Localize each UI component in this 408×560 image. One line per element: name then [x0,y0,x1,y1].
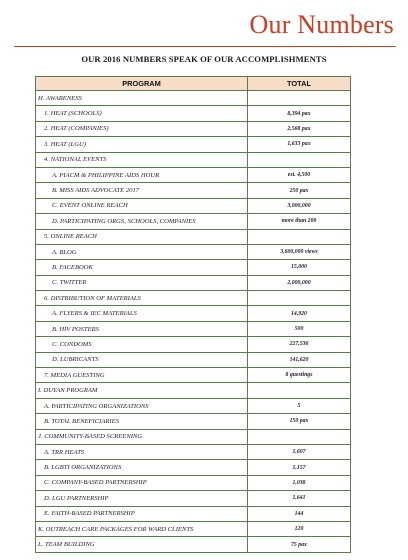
program-cell: E. FAITH-BASED PARTNERSHIP [36,506,248,521]
table-row [36,368,351,383]
table-row [36,444,351,459]
total-cell: 5 [248,398,351,413]
table-row [36,214,351,229]
program-cell: A. PARTICIPATING ORGANIZATIONS [36,398,248,413]
total-cell [248,383,351,398]
table-row [36,352,351,367]
program-cell: K. OUTREACH CARE PACKAGES FOR WARD CLIENTS [36,521,248,536]
table-row [36,91,351,106]
total-cell [248,291,351,306]
table-row [36,460,351,475]
program-cell: 3. HEAT (LGU) [36,137,248,152]
title-divider [14,46,396,47]
program-cell: B. HIV POSTERS [36,321,248,336]
program-cell: C. TWITTER [36,275,248,290]
program-cell: 2. HEAT (COMPANIES) [36,121,248,136]
total-cell: 1,038 [248,475,351,490]
table-row [36,414,351,429]
table-row [36,383,351,398]
table-row [36,506,351,521]
program-cell: D. LGU PARTNERSHIP [36,491,248,506]
table-row [36,244,351,259]
table-body [36,91,351,553]
total-cell: 2,568 pax [248,121,351,136]
table-row [36,337,351,352]
program-cell: C. EVENT ONLINE REACH [36,198,248,213]
table-row [36,491,351,506]
total-cell: 15,000 [248,260,351,275]
total-cell: 8,394 pax [248,106,351,121]
program-cell: 1. HEAT (SCHOOLS) [36,106,248,121]
total-cell: 2,000,000 [248,275,351,290]
total-cell: 120 [248,521,351,536]
table-row [36,137,351,152]
program-cell: J. COMMUNITY-BASED SCREENING [36,429,248,444]
program-cell: L. TEAM BUILDING [36,537,248,552]
program-cell: 4. NATIONAL EVENTS [36,152,248,167]
table-row [36,306,351,321]
total-cell: 227,536 [248,337,351,352]
page-subtitle: OUR 2016 NUMBERS SPEAK OF OUR ACCOMPLISHMENTS [81,54,327,64]
total-cell: more than 200 [248,214,351,229]
total-cell: 1,607 [248,444,351,459]
numbers-table [35,76,351,553]
table-row [36,521,351,536]
total-cell [248,152,351,167]
program-cell: C. COMPANY-BASED PARTNERSHIP [36,475,248,490]
total-cell: est. 4,500 [248,167,351,182]
program-cell: A. FLYERS & IEC MATERIALS [36,306,248,321]
program-cell: H. AWARENESS [36,91,248,106]
table-row [36,429,351,444]
total-cell: 1,157 [248,460,351,475]
program-cell: B. FACEBOOK [36,260,248,275]
total-cell [248,229,351,244]
total-cell: 1,633 pax [248,137,351,152]
table-row [36,183,351,198]
column-header-total: TOTAL [248,77,351,91]
program-cell: C. CONDOMS [36,337,248,352]
total-cell: 500 [248,321,351,336]
program-cell: A. TRR HEATS [36,444,248,459]
total-cell: 3,000,000 [248,198,351,213]
table-row [36,291,351,306]
page-title: Our Numbers [249,10,394,39]
table-header-row [36,77,351,91]
total-cell: 141,620 [248,352,351,367]
total-cell [248,91,351,106]
table-row [36,121,351,136]
table-row [36,198,351,213]
table-row [36,167,351,182]
program-cell: B. MISS AIDS ADVOCATE 2017 [36,183,248,198]
total-cell: 8 guestings [248,368,351,383]
table-row [36,537,351,552]
table-row [36,275,351,290]
program-cell: D. PARTICIPATING ORGS, SCHOOLS, COMPANIES [36,214,248,229]
table-row [36,321,351,336]
program-cell: 7. MEDIA GUESTING [36,368,248,383]
program-cell: D. LUBRICANTS [36,352,248,367]
table-row [36,152,351,167]
program-cell: 6. DISTRIBUTION OF MATERIALS [36,291,248,306]
program-cell: B. LGBTI ORGANIZATIONS [36,460,248,475]
total-cell [248,429,351,444]
table-row [36,229,351,244]
program-cell: A. PIACM & PHILIPPINE AIDS HOUR [36,167,248,182]
program-cell: 5. ONLINE REACH [36,229,248,244]
table-row [36,260,351,275]
total-cell: 1,641 [248,491,351,506]
total-cell: 75 pax [248,537,351,552]
numbers-table-container [35,76,350,553]
total-cell: 3,600,000 views [248,244,351,259]
program-cell: A. BLOG [36,244,248,259]
table-row [36,106,351,121]
total-cell: 250 pax [248,183,351,198]
total-cell: 144 [248,506,351,521]
program-cell: I. DUYAN PROGRAM [36,383,248,398]
total-cell: 150 pax [248,414,351,429]
table-row [36,475,351,490]
total-cell: 14,920 [248,306,351,321]
program-cell: B. TOTAL BENEFICIARIES [36,414,248,429]
column-header-program: PROGRAM [36,77,248,91]
table-row [36,398,351,413]
